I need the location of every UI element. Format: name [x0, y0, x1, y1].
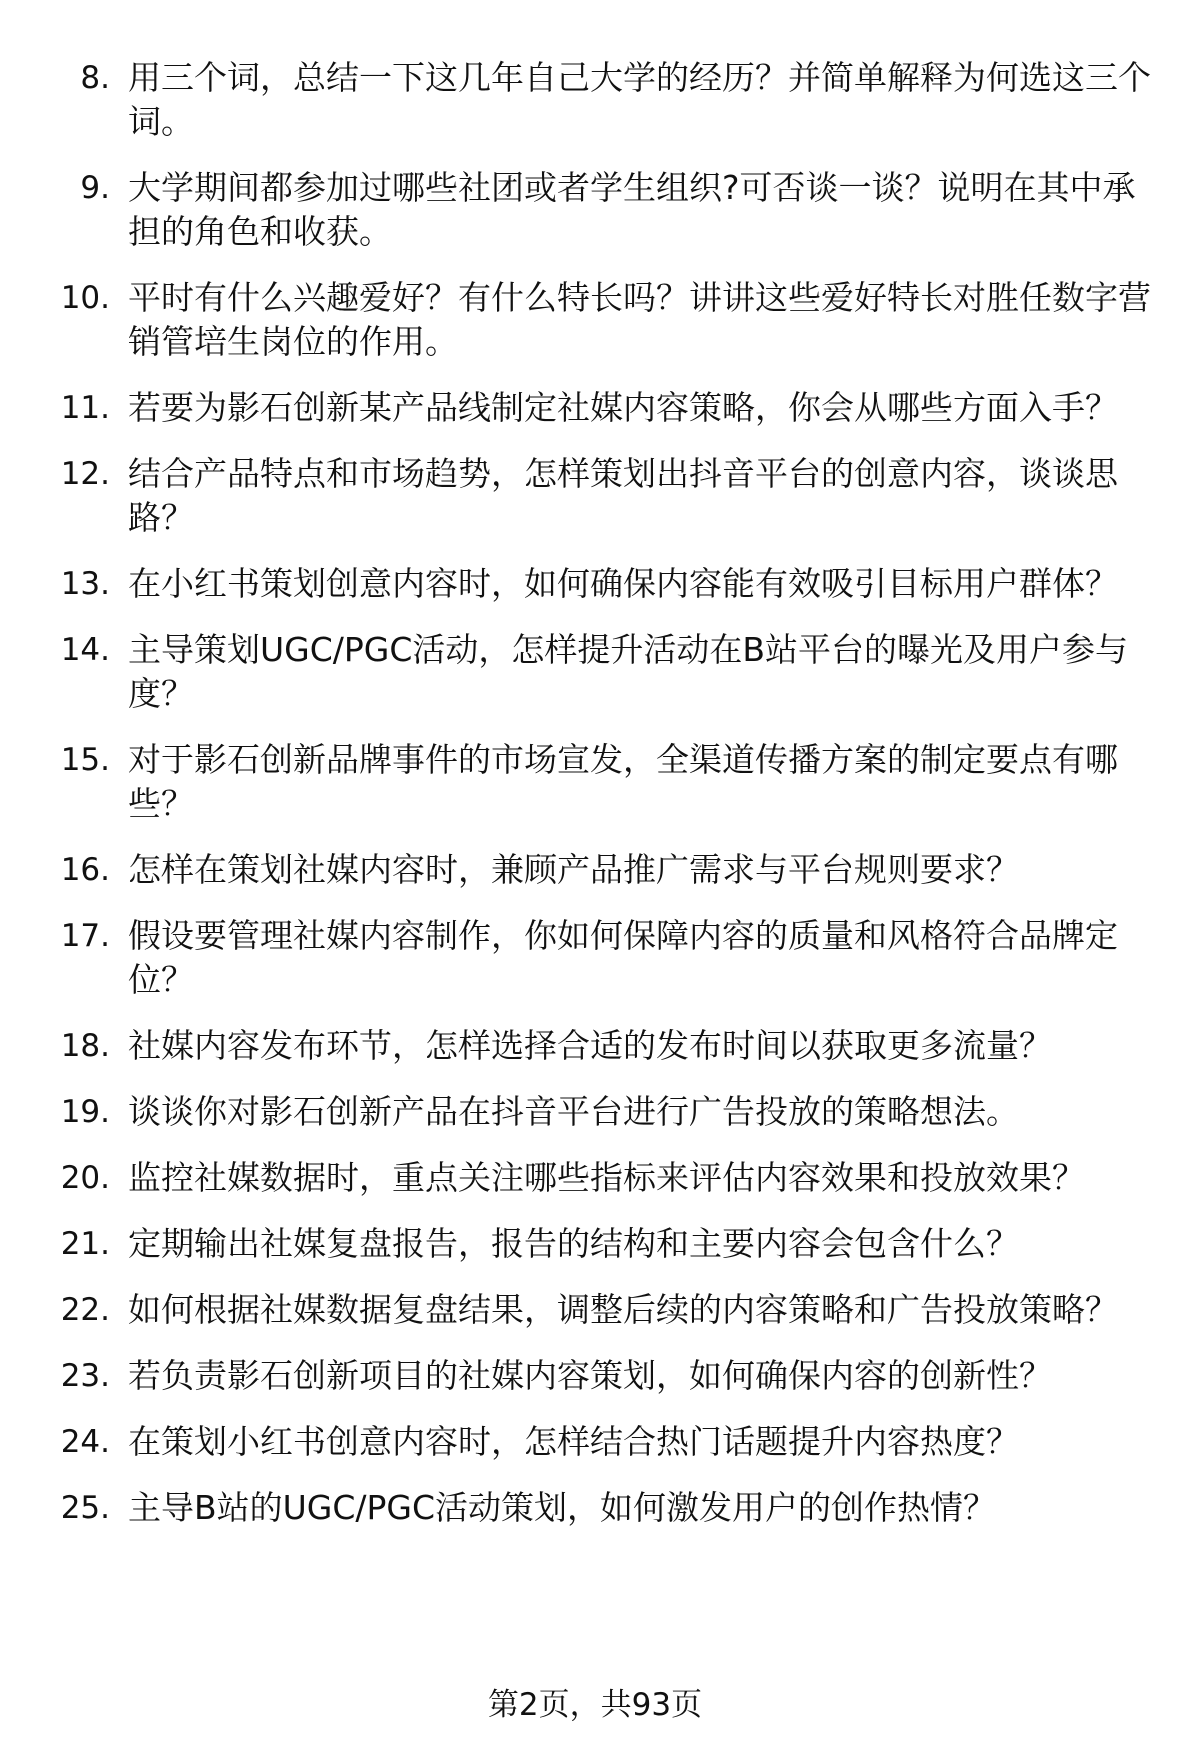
question-item	[0, 1156, 1190, 1200]
question-text: 监控社媒数据时，重点关注哪些指标来评估内容效果和投放效果？	[128, 1158, 1085, 1197]
question-text: 主导B站的UGC/PGC活动策划，如何激发用户的创作热情？	[128, 1488, 997, 1527]
question-item	[0, 738, 1190, 826]
question-number: 23.	[60, 1358, 110, 1394]
question-item	[0, 1090, 1190, 1134]
question-text: 对于影石创新品牌事件的市场宣发，全渠道传播方案的制定要点有哪些？	[128, 740, 1118, 823]
question-number: 25.	[60, 1490, 110, 1526]
question-item	[0, 276, 1190, 364]
question-text: 定期输出社媒复盘报告，报告的结构和主要内容会包含什么？	[128, 1224, 1019, 1263]
question-text: 社媒内容发布环节，怎样选择合适的发布时间以获取更多流量？	[128, 1026, 1052, 1065]
page-number-label: 第2页，共93页	[487, 1687, 703, 1723]
question-item	[0, 386, 1190, 430]
question-item	[0, 1420, 1190, 1464]
question-text: 平时有什么兴趣爱好？有什么特长吗？讲讲这些爱好特长对胜任数字营销管培生岗位的作用。	[128, 278, 1151, 361]
question-number: 10.	[60, 280, 110, 316]
question-item	[0, 848, 1190, 892]
question-text: 若负责影石创新项目的社媒内容策划，如何确保内容的创新性？	[128, 1356, 1052, 1395]
page-footer	[0, 1685, 1190, 1725]
question-item	[0, 1354, 1190, 1398]
question-number: 11.	[60, 390, 110, 426]
question-text: 如何根据社媒数据复盘结果，调整后续的内容策略和广告投放策略？	[128, 1290, 1118, 1329]
question-number: 13.	[60, 566, 110, 602]
question-list	[0, 56, 1190, 1530]
question-item	[0, 1288, 1190, 1332]
question-text: 主导策划UGC/PGC活动，怎样提升活动在B站平台的曝光及用户参与度？	[128, 630, 1129, 713]
question-item	[0, 56, 1190, 144]
question-item	[0, 1024, 1190, 1068]
question-item	[0, 914, 1190, 1002]
question-text: 结合产品特点和市场趋势，怎样策划出抖音平台的创意内容，谈谈思路？	[128, 454, 1118, 537]
question-text: 假设要管理社媒内容制作，你如何保障内容的质量和风格符合品牌定位？	[128, 916, 1118, 999]
question-item	[0, 628, 1190, 716]
question-number: 12.	[60, 456, 110, 492]
question-number: 17.	[60, 918, 110, 954]
question-item	[0, 1222, 1190, 1266]
question-number: 24.	[60, 1424, 110, 1460]
question-item	[0, 562, 1190, 606]
question-number: 18.	[60, 1028, 110, 1064]
question-number: 15.	[60, 742, 110, 778]
question-number: 22.	[60, 1292, 110, 1328]
question-number: 8.	[80, 60, 110, 96]
question-number: 19.	[60, 1094, 110, 1130]
question-number: 9.	[80, 170, 110, 206]
question-text: 谈谈你对影石创新产品在抖音平台进行广告投放的策略想法。	[128, 1092, 1019, 1131]
question-text: 用三个词，总结一下这几年自己大学的经历？并简单解释为何选这三个词。	[128, 58, 1151, 141]
question-text: 若要为影石创新某产品线制定社媒内容策略，你会从哪些方面入手？	[128, 388, 1118, 427]
question-text: 怎样在策划社媒内容时，兼顾产品推广需求与平台规则要求？	[128, 850, 1019, 889]
question-text: 大学期间都参加过哪些社团或者学生组织?可否谈一谈？说明在其中承担的角色和收获。	[128, 168, 1136, 251]
question-item	[0, 452, 1190, 540]
question-item	[0, 166, 1190, 254]
question-number: 16.	[60, 852, 110, 888]
question-number: 20.	[60, 1160, 110, 1196]
question-number: 14.	[60, 632, 110, 668]
question-text: 在策划小红书创意内容时，怎样结合热门话题提升内容热度？	[128, 1422, 1019, 1461]
question-item	[0, 1486, 1190, 1530]
question-number: 21.	[60, 1226, 110, 1262]
question-text: 在小红书策划创意内容时，如何确保内容能有效吸引目标用户群体？	[128, 564, 1118, 603]
